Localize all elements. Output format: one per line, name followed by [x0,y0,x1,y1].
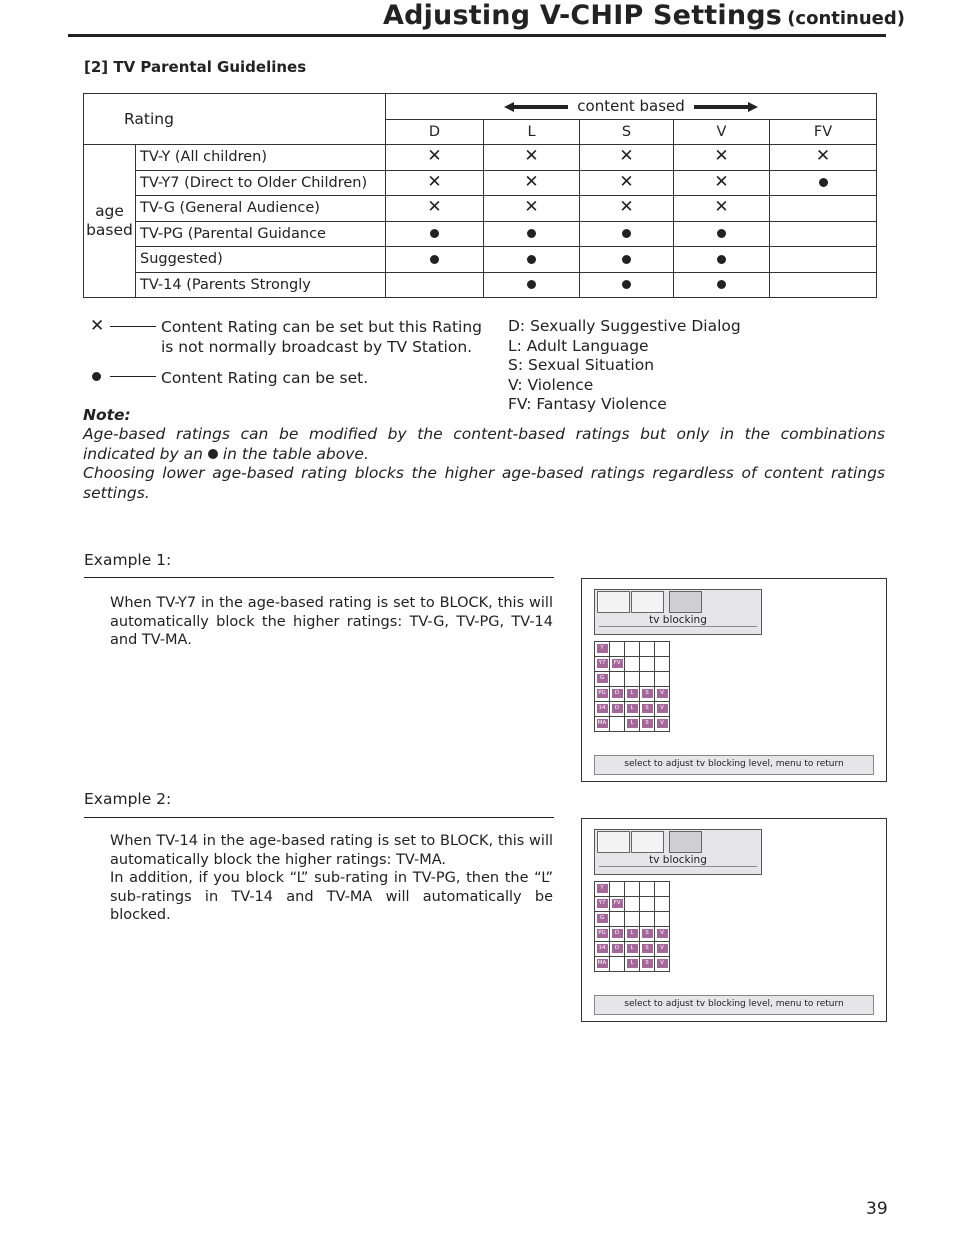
rating-cell [484,221,580,247]
rating-cell [770,170,877,196]
example-1-text: When TV-Y7 in the age-based rating is set to BLOCK, this will automatically block the higher ratings: TV-G, TV-PG, TV-14 and TV-MA. [110,595,553,648]
tab-divider [599,866,757,867]
dot-icon [527,255,536,264]
cross-icon: ✕ [524,197,539,218]
osd-row-ma: MA [597,720,607,726]
content-based-label: content based [577,97,685,116]
table-row [84,196,877,222]
dot-icon [622,280,631,289]
note-label: Note: [83,406,131,424]
osd-d: D [612,689,623,698]
tab-divider [599,626,757,627]
dot-icon [717,255,726,264]
legend-x-line1: Content Rating can be set but this Rating [161,318,483,336]
cross-icon: ✕ [815,146,831,167]
osd-fv: FV [612,659,623,668]
grid-icon [597,591,630,613]
osd-v: V [657,944,668,953]
page-number: 39 [866,1199,888,1219]
note-paragraph-1 [83,425,885,464]
osd-row-pg: PG [598,690,606,696]
osd-s: S [642,689,653,698]
abbreviation-d: D: Sexually Suggestive Dialog [508,317,741,335]
cross-icon: ✕ [427,146,442,167]
cross-icon: ✕ [427,197,442,218]
rating-cell [770,272,877,298]
example-1-label: Example 1: [84,551,172,569]
abbreviation-l: L: Adult Language [508,337,649,355]
age-based-label: age based [84,145,136,298]
osd-row-y7: Y7 [597,899,608,908]
arrow-left-icon [504,102,514,112]
osd-tab-bar [594,589,762,635]
page-title-main: Adjusting V-CHIP Settings [382,0,783,31]
column-header-fv: FV [770,119,877,145]
rating-cell [674,170,770,196]
tab-label: tv blocking [649,614,707,626]
column-header-d: D [386,119,484,145]
cross-icon: ✕ [714,171,729,192]
dot-icon [92,372,101,381]
globe-lock-icon [631,591,664,613]
section-heading: [2] TV Parental Guidelines [84,58,307,76]
osd-v: V [657,929,668,938]
abbreviation-v: V: Violence [508,376,594,394]
rating-cell [386,221,484,247]
row-label: Suggested) [136,247,386,273]
rating-cell [674,247,770,273]
cross-icon: ✕ [619,146,634,167]
cross-icon: ✕ [714,197,729,218]
osd-tab-bar [594,829,762,875]
rating-cell [580,170,674,196]
rating-cell [386,170,484,196]
dot-icon [717,280,726,289]
globe-lock-icon [631,831,664,853]
table-row [84,145,877,171]
dot-icon [430,255,439,264]
dot-icon [622,229,631,238]
cross-icon: ✕ [619,171,634,192]
rating-cell [484,170,580,196]
osd-row-ma: MA [597,960,607,966]
rating-cell [770,196,877,222]
arrow-right-shaft [694,105,748,109]
legend-line [110,376,156,377]
row-label: TV-Y7 (Direct to Older Children) [136,170,386,196]
osd-v: V [657,704,668,713]
column-header-v: V [674,119,770,145]
osd-row-14: 14 [598,945,606,951]
rating-cell [386,272,484,298]
osd-row-y: Y [597,884,608,893]
grid-icon [597,831,630,853]
rating-cell [674,145,770,171]
rating-cell [580,272,674,298]
table-row [84,221,877,247]
legend-x-line2: is not normally broadcast by TV Station. [161,338,473,356]
osd-v: V [657,959,668,968]
dot-icon [527,229,536,238]
osd-rating-grid [594,881,670,972]
rating-cell [386,145,484,171]
cross-icon: ✕ [90,316,105,336]
cross-icon: ✕ [427,171,442,192]
arrow-right-icon [748,102,758,112]
legend-dot-text: Content Rating can be set. [161,369,369,387]
row-label: TV-G (General Audience) [136,196,386,222]
cross-icon: ✕ [619,197,634,218]
dot-icon [819,178,828,187]
osd-status-bar: select to adjust tv blocking level, menu to return [594,995,874,1015]
row-label: TV-14 (Parents Strongly [136,272,386,298]
abbreviation-s: S: Sexual Situation [508,356,655,374]
lock-icon [669,831,702,853]
rating-cell [580,145,674,171]
osd-row-pg: PG [598,930,606,936]
content-based-header [386,94,877,120]
rating-cell [770,145,877,171]
cross-icon: ✕ [714,146,729,167]
rating-cell [770,247,877,273]
cross-icon: ✕ [524,146,539,167]
rating-cell [484,247,580,273]
abbreviation-fv: FV: Fantasy Violence [508,395,667,413]
rating-cell [674,196,770,222]
example-2-label: Example 2: [84,790,172,808]
dot-icon [717,229,726,238]
osd-status-bar: select to adjust tv blocking level, menu to return [594,755,874,775]
title-rule [68,34,886,37]
osd-rating-grid [594,641,670,732]
rating-cell [484,272,580,298]
osd-s: S [642,929,653,938]
osd-fv: FV [612,899,623,908]
osd-s: S [642,704,653,713]
dot-icon [622,255,631,264]
ratings-table [83,93,877,298]
dot-icon [527,280,536,289]
osd-l: L [627,959,638,968]
osd-s: S [642,719,653,728]
note-paragraph-2: Choosing lower age-based rating blocks the higher age-based ratings regardless of content ratings settings. [83,464,885,502]
rating-cell [770,221,877,247]
rating-cell [674,272,770,298]
dot-icon [208,449,218,459]
column-header-s: S [580,119,674,145]
osd-s: S [642,944,653,953]
rating-cell [580,247,674,273]
osd-d: D [612,944,623,953]
arrow-left-shaft [514,105,568,109]
row-label: TV-PG (Parental Guidance [136,221,386,247]
osd-s: S [642,959,653,968]
osd-l: L [627,944,638,953]
lock-icon [669,591,702,613]
page-title [0,0,905,31]
legend-line [110,326,156,327]
osd-screenshot-1 [581,578,887,782]
osd-l: L [627,929,638,938]
rating-cell [484,196,580,222]
osd-l: L [627,719,638,728]
osd-row-y: Y [597,644,608,653]
note-text-after: in the table above. [222,444,369,463]
cross-icon: ✕ [524,171,539,192]
osd-screenshot-2 [581,818,887,1022]
table-row [84,247,877,273]
table-row [84,272,877,298]
tab-label: tv blocking [649,854,707,866]
dot-icon [430,229,439,238]
osd-l: L [627,689,638,698]
rating-cell [386,247,484,273]
osd-d: D [612,929,623,938]
osd-v: V [657,719,668,728]
rating-header: Rating [84,94,386,145]
osd-l: L [627,704,638,713]
column-header-l: L [484,119,580,145]
note-text-before: Age-based ratings can be modified by the content-based ratings but only in the combinations indicated by an [83,425,885,463]
osd-row-g: G [597,674,608,683]
table-row [84,170,877,196]
row-label: TV-Y (All children) [136,145,386,171]
example-2-rule [84,817,554,818]
example-2-text-2: In addition, if you block “L” sub-rating in TV-PG, then the “L” sub-ratings in TV-14 and TV-MA will automatically be blocked. [110,870,553,923]
osd-row-y7: Y7 [597,659,608,668]
osd-d: D [612,704,623,713]
osd-v: V [657,689,668,698]
osd-row-g: G [597,914,608,923]
rating-cell [484,145,580,171]
rating-cell [580,196,674,222]
example-2-text-1: When TV-14 in the age-based rating is set to BLOCK, this will automatically block the higher ratings: TV-MA. [110,833,553,868]
page-title-suffix: (continued) [787,8,905,29]
rating-cell [580,221,674,247]
rating-cell [386,196,484,222]
rating-cell [674,221,770,247]
example-1-rule [84,577,554,578]
osd-row-14: 14 [598,705,606,711]
